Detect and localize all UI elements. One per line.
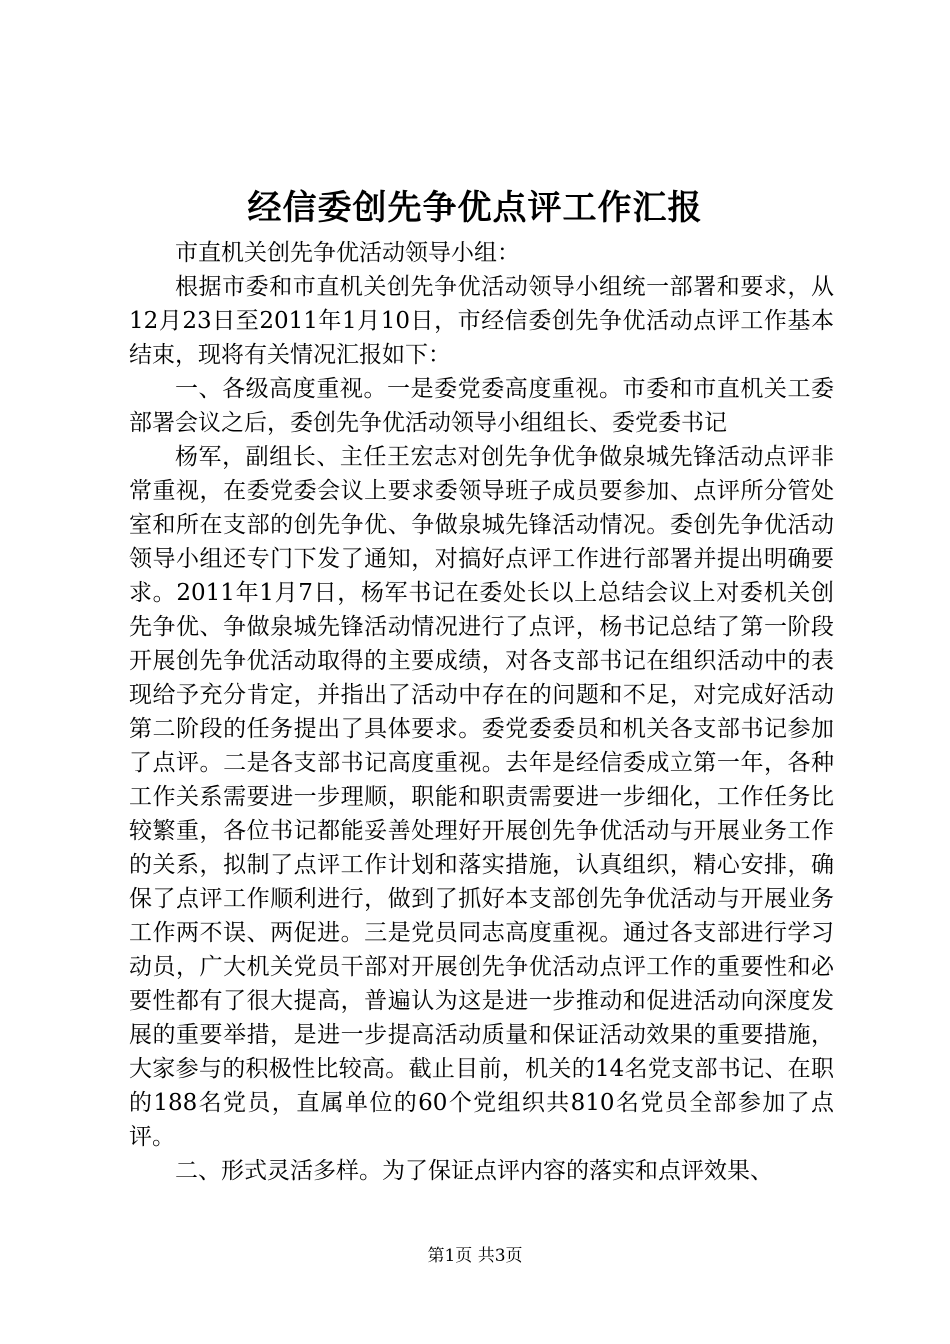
paragraph-intro: 根据市委和市直机关创先争优活动领导小组统一部署和要求，从12月23日至2011年1月10日，市经信委创先争优活动点评工作基本结束，现将有关情况汇报如下： — [129, 274, 834, 368]
paragraph-salutation: 市直机关创先争优活动领导小组： — [175, 240, 520, 266]
paragraph-section-one-body: 杨军，副组长、主任王宏志对创先争优争做泉城先锋活动点评非常重视，在委党委会议上要求委领导班子成员要参加、点评所分管处室和所在支部的创先争优、争做泉城先锋活动情况。委创先争优活动领导小组还专门下发了通知，对搞好点评工作进行部署并提出明确要求。2011年1月7日，杨军书记在委处长以上总结会议上对委机关创先争优、争做泉城先锋活动情况进行了点评，杨书记总结了第一阶段开展创先争优活动取得的主要成绩，对各支部书记在组织活动中的表现给予充分肯定，并指出了活动中存在的问题和不足，对完成好活动第二阶段的任务提出了具体要求。委党委委员和机关各支部书记参加了点评。二是各支部书记高度重视。去年是经信委成立第一年，各种工作关系需要进一步理顺，职能和职责需要进一步细化，工作任务比较繁重，各位书记都能妥善处理好开展创先争优活动与开展业务工作的关系，拟制了点评工作计划和落实措施，认真组织，精心安排，确保了点评工作顺利进行，做到了抓好本支部创先争优活动与开展业务工作两不误、两促进。三是党员同志高度重视。通过各支部进行学习动员，广大机关党员干部对开展创先争优活动点评工作的重要性和必要性都有了很大提高，普遍认为这是进一步推动和促进活动向深度发展的重要举措，是进一步提高活动质量和保证活动效果的重要措施，大家参与的积极性比较高。截止目前，机关的14名党支部书记、在职的188名党员，直属单位的60个党组织共810名党员全部参加了点评。 — [129, 444, 834, 1150]
paragraph-section-two-start: 二、形式灵活多样。为了保证点评内容的落实和点评效果、 — [175, 1158, 773, 1184]
document-body — [129, 236, 834, 1188]
page-footer: 第1页 共3页 — [427, 1246, 523, 1266]
document-title: 经信委创先争优点评工作汇报 — [247, 188, 703, 228]
paragraph-section-one-start: 一、各级高度重视。一是委党委高度重视。市委和市直机关工委部署会议之后，委创先争优活动领导小组组长、委党委书记 — [129, 376, 834, 436]
